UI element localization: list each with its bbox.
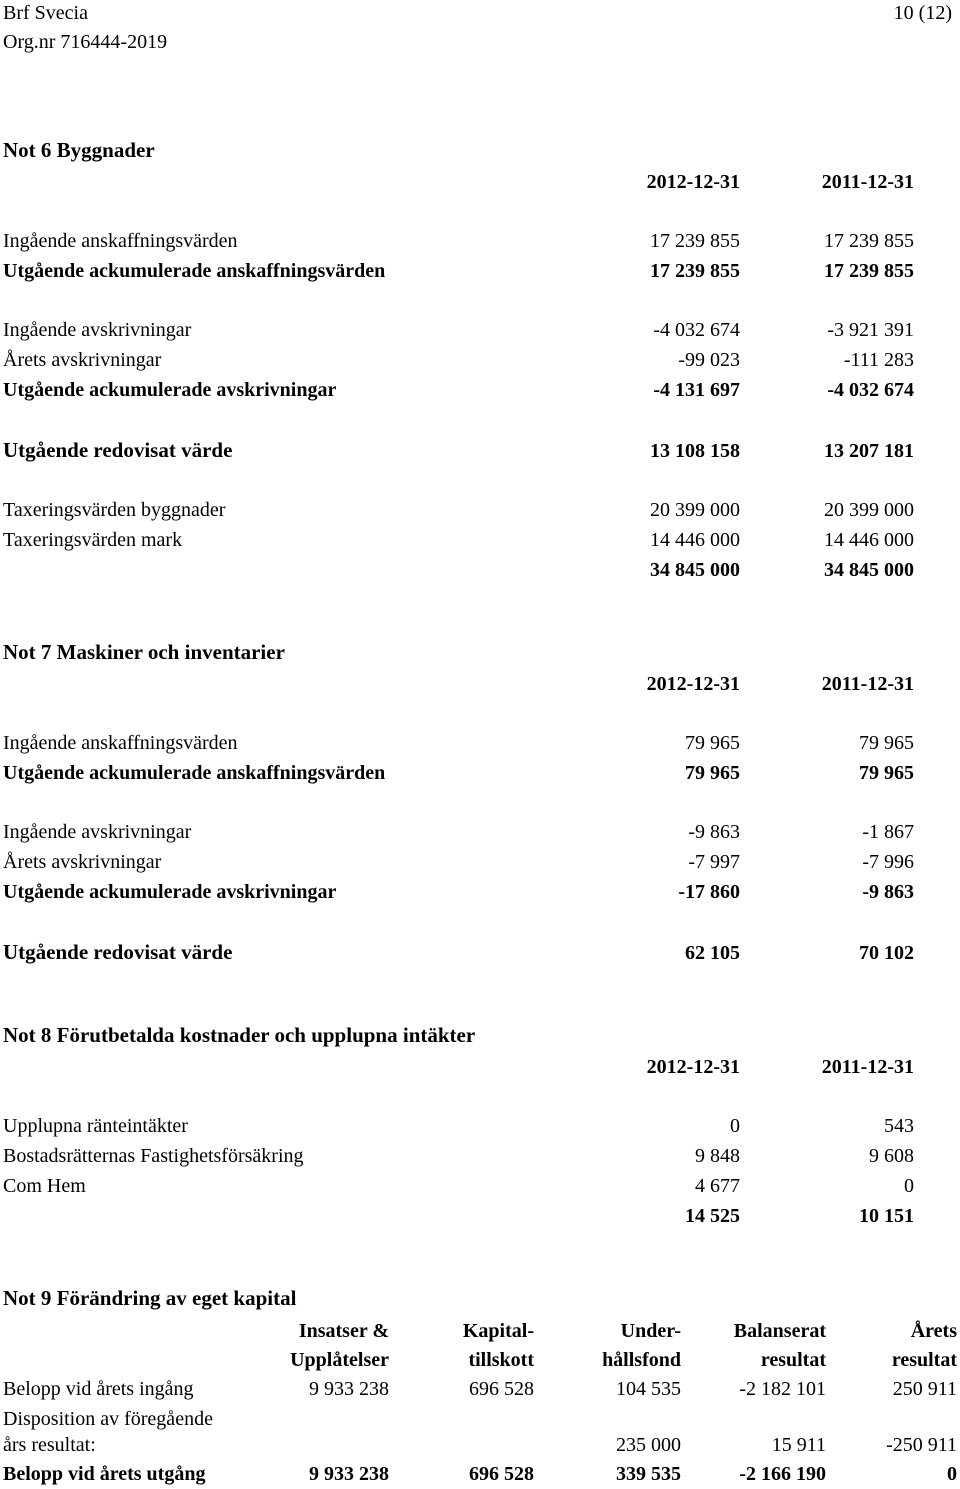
- note-9-col-header: resultat: [760, 1349, 826, 1371]
- note-6-row-value-2011: 17 239 855: [824, 260, 914, 282]
- note-8-row-label: Com Hem: [3, 1175, 86, 1197]
- note-8-row-value-2012: 9 848: [695, 1145, 740, 1167]
- note-8-total-2012: 14 525: [685, 1205, 740, 1227]
- note-9-row-label: Disposition av föregående: [3, 1408, 213, 1430]
- note-9-col-header: Balanserat: [733, 1320, 826, 1342]
- note-6-row-value-2011: 17 239 855: [824, 230, 914, 252]
- note-9-cell: -250 911: [886, 1434, 957, 1456]
- note-7-row-label: Utgående ackumulerade avskrivningar: [3, 881, 337, 903]
- note-9-title: Not 9 Förändring av eget kapital: [3, 1286, 297, 1310]
- note-6-row-value-2012: -4 032 674: [653, 319, 740, 341]
- note-7-title: Not 7 Maskiner och inventarier: [3, 640, 285, 664]
- note-8-row-value-2012: 4 677: [695, 1175, 740, 1197]
- note-9-col-header: tillskott: [468, 1349, 534, 1371]
- note-8-row-value-2012: 0: [730, 1115, 740, 1137]
- note-7-row-value-2011: 70 102: [859, 942, 914, 964]
- note-7-row-label: Årets avskrivningar: [3, 851, 162, 873]
- note-6-row-value-2011: 13 207 181: [824, 440, 914, 462]
- note-9-col-header: Kapital-: [462, 1320, 534, 1342]
- note-7-row-value-2012: 62 105: [685, 942, 740, 964]
- note-6-row-value-2012: 20 399 000: [650, 499, 740, 521]
- note-6-row-label: Taxeringsvärden mark: [3, 529, 183, 551]
- note-8-row-value-2011: 9 608: [869, 1145, 914, 1167]
- note-9-row-label: Belopp vid årets utgång: [3, 1463, 206, 1485]
- note-9-cell: 696 528: [469, 1378, 534, 1400]
- note-6-row-value-2012: 17 239 855: [650, 230, 740, 252]
- note-9-cell: 9 933 238: [309, 1378, 389, 1400]
- note-6-row-label: Ingående anskaffningsvärden: [3, 230, 238, 252]
- note-6-row-value-2012: 13 108 158: [650, 440, 740, 462]
- note-9-cell: 104 535: [616, 1378, 681, 1400]
- note-9-col-header: hållsfond: [602, 1349, 681, 1371]
- note-6-row-value-2012: -4 131 697: [653, 379, 740, 401]
- note-6-row-value-2012: 17 239 855: [650, 260, 740, 282]
- note-6-total-2012: 34 845 000: [650, 559, 740, 581]
- note-7-row-value-2012: -17 860: [678, 881, 740, 903]
- note-9-cell: 9 933 238: [309, 1463, 389, 1485]
- note-7-row-label: Utgående redovisat värde: [3, 940, 233, 964]
- note-6-row-value-2011: -4 032 674: [827, 379, 914, 401]
- note-7-row-value-2011: -7 996: [862, 851, 914, 873]
- note-8-row-label: Upplupna ränteintäkter: [3, 1115, 188, 1137]
- note-9-col-header: Under-: [620, 1320, 681, 1342]
- note-6-row-value-2011: -3 921 391: [827, 319, 914, 341]
- note-6-row-label: Ingående avskrivningar: [3, 319, 192, 341]
- note-9-col-header: Insatser &: [298, 1320, 389, 1342]
- page-number: 10 (12): [893, 2, 952, 24]
- note-6-col-header-2012: 2012-12-31: [646, 171, 740, 193]
- note-8-total-2011: 10 151: [859, 1205, 914, 1227]
- note-9-cell: -2 166 190: [739, 1463, 826, 1485]
- note-7-row-value-2011: 79 965: [859, 732, 914, 754]
- note-9-cell: 696 528: [469, 1463, 534, 1485]
- note-8-title: Not 8 Förutbetalda kostnader och upplupna intäkter: [3, 1023, 476, 1047]
- note-7-col-header-2011: 2011-12-31: [821, 673, 914, 695]
- note-8-row-value-2011: 0: [904, 1175, 914, 1197]
- note-7-col-header-2012: 2012-12-31: [646, 673, 740, 695]
- note-6-col-header-2011: 2011-12-31: [821, 171, 914, 193]
- note-9-cell: -2 182 101: [739, 1378, 826, 1400]
- note-8-col-header-2011: 2011-12-31: [821, 1056, 914, 1078]
- note-7-row-label: Utgående ackumulerade anskaffningsvärden: [3, 762, 386, 784]
- note-8-row-value-2011: 543: [884, 1115, 914, 1137]
- note-9-cell: 15 911: [771, 1434, 826, 1456]
- note-9-col-header: Årets: [910, 1320, 957, 1342]
- note-7-row-label: Ingående avskrivningar: [3, 821, 192, 843]
- note-6-row-value-2011: 20 399 000: [824, 499, 914, 521]
- note-6-total-2011: 34 845 000: [824, 559, 914, 581]
- note-7-row-value-2012: 79 965: [685, 732, 740, 754]
- note-8-row-label: Bostadsrätternas Fastighetsförsäkring: [3, 1145, 304, 1167]
- note-6-row-value-2012: -99 023: [678, 349, 740, 371]
- note-9-row-label: Belopp vid årets ingång: [3, 1378, 194, 1400]
- org-number: Org.nr 716444-2019: [3, 31, 168, 53]
- note-9-cell: 235 000: [616, 1434, 681, 1456]
- note-7-row-value-2012: -9 863: [688, 821, 740, 843]
- note-9-cell: 339 535: [616, 1463, 681, 1485]
- note-6-row-label: Utgående ackumulerade anskaffningsvärden: [3, 260, 386, 282]
- note-7-row-value-2012: -7 997: [688, 851, 740, 873]
- note-6-row-label: Taxeringsvärden byggnader: [3, 499, 226, 521]
- note-6-row-value-2011: 14 446 000: [824, 529, 914, 551]
- note-7-row-value-2011: 79 965: [859, 762, 914, 784]
- note-7-row-value-2011: -9 863: [862, 881, 914, 903]
- note-6-title: Not 6 Byggnader: [3, 138, 155, 162]
- note-7-row-value-2011: -1 867: [862, 821, 914, 843]
- note-6-row-label: Utgående redovisat värde: [3, 438, 233, 462]
- note-7-row-label: Ingående anskaffningsvärden: [3, 732, 238, 754]
- note-9-cell: 250 911: [892, 1378, 957, 1400]
- org-name: Brf Svecia: [3, 2, 88, 24]
- note-6-row-value-2011: -111 283: [843, 349, 914, 371]
- note-9-col-header: Upplåtelser: [290, 1349, 389, 1371]
- note-9-row-label: års resultat:: [3, 1434, 96, 1456]
- note-7-row-value-2012: 79 965: [685, 762, 740, 784]
- note-6-row-value-2012: 14 446 000: [650, 529, 740, 551]
- note-6-row-label: Årets avskrivningar: [3, 349, 162, 371]
- note-9-col-header: resultat: [891, 1349, 957, 1371]
- note-9-cell: 0: [947, 1463, 957, 1485]
- note-6-row-label: Utgående ackumulerade avskrivningar: [3, 379, 337, 401]
- note-8-col-header-2012: 2012-12-31: [646, 1056, 740, 1078]
